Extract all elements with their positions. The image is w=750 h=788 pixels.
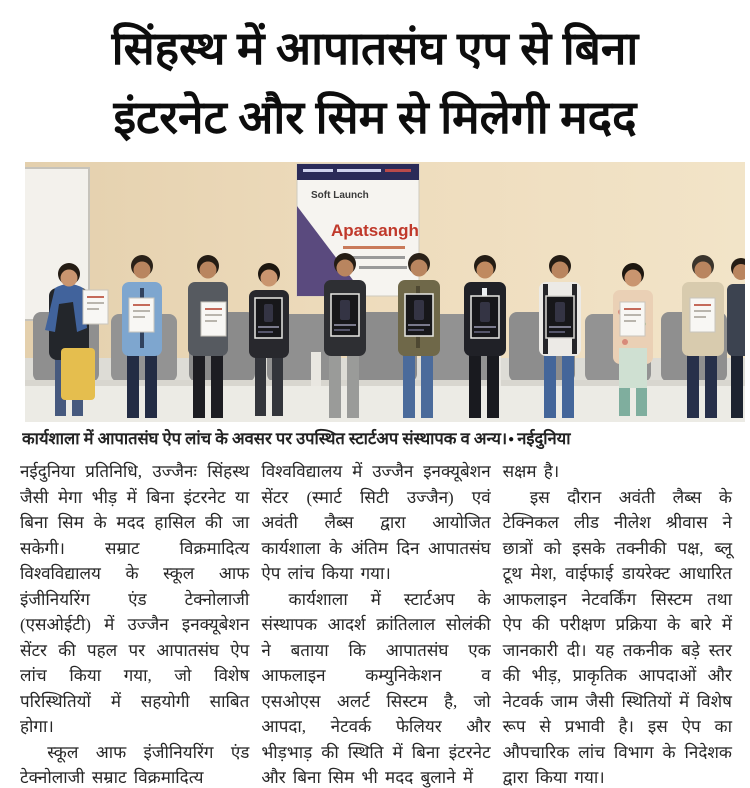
- article-body: [20, 459, 732, 788]
- article-paragraph: सक्षम है।: [502, 462, 560, 481]
- app-poster: [546, 296, 574, 338]
- certificate: [620, 302, 645, 336]
- headline-line-2: इंटरनेट और सिम से मिलेगी मदद: [113, 92, 637, 143]
- caption-source: नईदुनिया: [517, 429, 571, 448]
- news-photo: [25, 162, 745, 422]
- banner-soft-launch-text: Soft Launch: [311, 190, 369, 201]
- article-column-2: [261, 459, 490, 788]
- certificate: [83, 290, 108, 324]
- app-poster: [255, 298, 282, 338]
- article-paragraph: विश्वविद्यालय में उज्जैन इनक्यूबेशन सेंटर (स्मार्ट सिटी उज्जैन) एवं अवंती लैब्स द्वारा आयोजित कार्यशाला के अंतिम दिन आपातसंघ ऐप लांच किया गया।: [261, 462, 491, 583]
- article-column-1: [20, 459, 249, 788]
- headline-line-1: सिंहस्थ में आपातसंघ एप से बिना: [111, 23, 639, 74]
- photo-caption: [22, 426, 730, 449]
- article-paragraph: नईदुनिया प्रतिनिधि, उज्जैनः सिंहस्थ जैसी मेगा भीड़ में बिना इंटरनेट या बिना सिम के मदद हासिल की जा सकेगी। सम्राट विक्रमादित्य विश्वविद्यालय के स्कूल आफ इंजीनियरिंग एंड टेक्नोलाजी (एसओईटी) में उज्जैन इनक्यूबेशन सेंटर की पहल पर आपातसंघ ऐप लांच किया गया, जो विशेष परिस्थितियों में सहयोगी साबित होगा।: [20, 462, 250, 736]
- certificate: [690, 298, 715, 332]
- certificate: [129, 298, 154, 332]
- certificate: [201, 302, 226, 336]
- caption-bullet-icon: ●: [508, 434, 515, 445]
- article-paragraph: इस दौरान अवंती लैब्स के टेक्निकल लीड नीलेश श्रीवास ने छात्रों को इसके तक्नीकी पक्ष, ब्लू टूथ मेश, वाईफाई डायरेक्ट आधारित आफलाइन नेटवर्किंग सिस्टम तथा ऐप की परीक्षण प्रक्रिया के बारे में जानकारी दी। यह तकनीक बड़े स्तर की भीड़, प्राकृतिक आपदाओं और नेटवर्क जाम जैसी स्थितियों में विशेष रूप से प्रभावी है। इस ऐप का औपचारिक लांच विभाग के निदेशक द्वारा किया गया।: [502, 487, 732, 787]
- article-paragraph: स्कूल आफ इंजीनियरिंग एंड टेक्नोलाजी सम्राट विक्रमादित्य: [20, 742, 250, 787]
- app-poster: [405, 294, 433, 336]
- banner-title-text: Apatsangh: [331, 221, 419, 240]
- photo-illustration: [25, 162, 745, 422]
- article-headline: [0, 0, 750, 158]
- article-paragraph: कार्यशाला में स्टार्टअप के संस्थापक आदर्श क्रांतिलाल सोलंकी ने बताया कि आपातसंघ एक आफलाइन कम्युनिकेशन व एसओएस अलर्ट सिस्टम है, जो आपदा, नेटवर्क फेलियर और भीड़भाड़ की स्थिति में बिना इंटरनेट और बिना सिम भी मदद बुलाने में: [261, 589, 491, 787]
- event-banner: [297, 164, 419, 296]
- article-column-3: [503, 459, 732, 788]
- app-poster: [471, 296, 499, 338]
- app-poster: [331, 294, 359, 336]
- caption-text: कार्यशाला में आपातसंघ ऐप लांच के अवसर पर उपस्थित स्टार्टअप संस्थापक व अन्य।: [22, 429, 508, 448]
